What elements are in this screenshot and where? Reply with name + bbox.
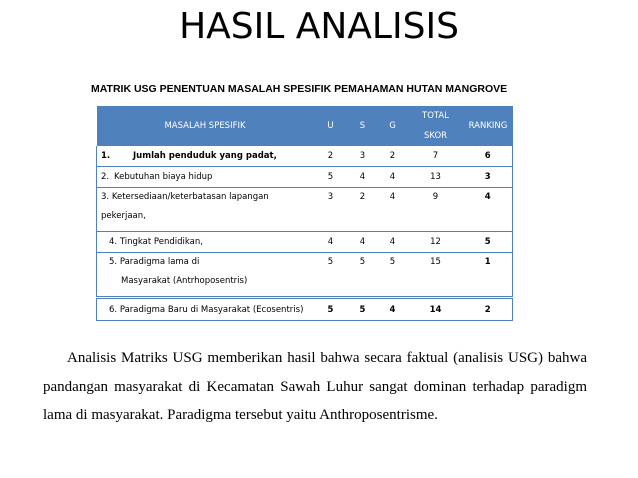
masalah-text: Jumlah penduduk yang padat,: [133, 151, 277, 161]
total-cell: 15: [408, 253, 464, 298]
g-cell: 4: [378, 188, 408, 232]
total-cell: 12: [408, 232, 464, 253]
header-ranking: RANKING: [464, 106, 513, 146]
row-number: 6.: [109, 304, 118, 315]
table-row: [97, 298, 513, 321]
header-u: U: [314, 106, 348, 146]
ranking-cell: 6: [464, 146, 513, 167]
s-cell: 2: [348, 188, 378, 232]
u-cell: 5: [314, 253, 348, 298]
s-cell: 4: [348, 232, 378, 253]
slide-title: HASIL ANALISIS: [179, 6, 459, 47]
header-masalah-spesifik: MASALAH SPESIFIK: [97, 106, 314, 146]
table-row: [97, 146, 513, 167]
s-cell: 5: [348, 298, 378, 321]
row-number: 2.: [101, 172, 110, 182]
masalah-cell: [97, 188, 314, 232]
masalah-text: Tingkat Pendidikan,: [119, 237, 203, 247]
usg-matrix-table: [96, 106, 513, 321]
matrix-caption: MATRIK USG PENENTUAN MASALAH SPESIFIK PEMAHAMAN HUTAN MANGROVE: [91, 83, 508, 95]
masalah-cell: [97, 167, 314, 188]
u-cell: 5: [314, 298, 348, 321]
table-row: [97, 232, 513, 253]
header-g: G: [378, 106, 408, 146]
masalah-text-continued: pekerjaan,: [101, 211, 146, 221]
row-number: 5.: [109, 257, 118, 267]
table-header-row: [97, 106, 513, 146]
g-cell: 5: [378, 253, 408, 298]
u-cell: 3: [314, 188, 348, 232]
ranking-cell: 1: [464, 253, 513, 298]
u-cell: 5: [314, 167, 348, 188]
table-row: [97, 253, 513, 298]
header-s: S: [348, 106, 378, 146]
masalah-cell: [97, 253, 314, 298]
total-cell: 7: [408, 146, 464, 167]
total-cell: 13: [408, 167, 464, 188]
header-total-line2: SKOR: [423, 131, 448, 141]
row-number: 4.: [109, 237, 118, 247]
table-row: [97, 188, 513, 232]
s-cell: 5: [348, 253, 378, 298]
ranking-cell: 4: [464, 188, 513, 232]
masalah-cell: [97, 146, 314, 167]
header-total-line1: TOTAL: [422, 111, 449, 121]
masalah-text: Kebutuhan biaya hidup: [114, 172, 213, 182]
ranking-cell: 3: [464, 167, 513, 188]
s-cell: 4: [348, 167, 378, 188]
masalah-text: Paradigma Baru di Masyarakat (Ecosentris): [119, 304, 304, 315]
masalah-cell: [97, 232, 314, 253]
total-cell: 9: [408, 188, 464, 232]
s-cell: 3: [348, 146, 378, 167]
u-cell: 2: [314, 146, 348, 167]
row-number: 3.: [101, 192, 110, 202]
g-cell: 4: [378, 167, 408, 188]
g-cell: 4: [378, 298, 408, 321]
table-row: [97, 167, 513, 188]
masalah-text: Ketersediaan/keterbatasan lapangan: [111, 192, 269, 202]
ranking-cell: 5: [464, 232, 513, 253]
ranking-cell: 2: [464, 298, 513, 321]
analysis-paragraph: [43, 344, 587, 430]
analysis-text: Analisis Matriks USG memberikan hasil bahwa secara faktual (analisis USG) bahwa pandangan masyarakat di Kecamatan Sawah Luhur sangat dominan terhadap paradigm lama di masyarakat. Paradigma tersebut yaitu Anthroposentrisme.: [43, 350, 587, 423]
g-cell: 2: [378, 146, 408, 167]
row-number: 1.: [101, 151, 111, 161]
masalah-text: Paradigma lama di: [119, 257, 200, 267]
total-cell: 14: [408, 298, 464, 321]
masalah-cell: [97, 298, 314, 321]
u-cell: 4: [314, 232, 348, 253]
header-total-skor: [408, 106, 464, 146]
g-cell: 4: [378, 232, 408, 253]
masalah-text-continued: Masyarakat (Antrhoposentris): [121, 276, 248, 286]
